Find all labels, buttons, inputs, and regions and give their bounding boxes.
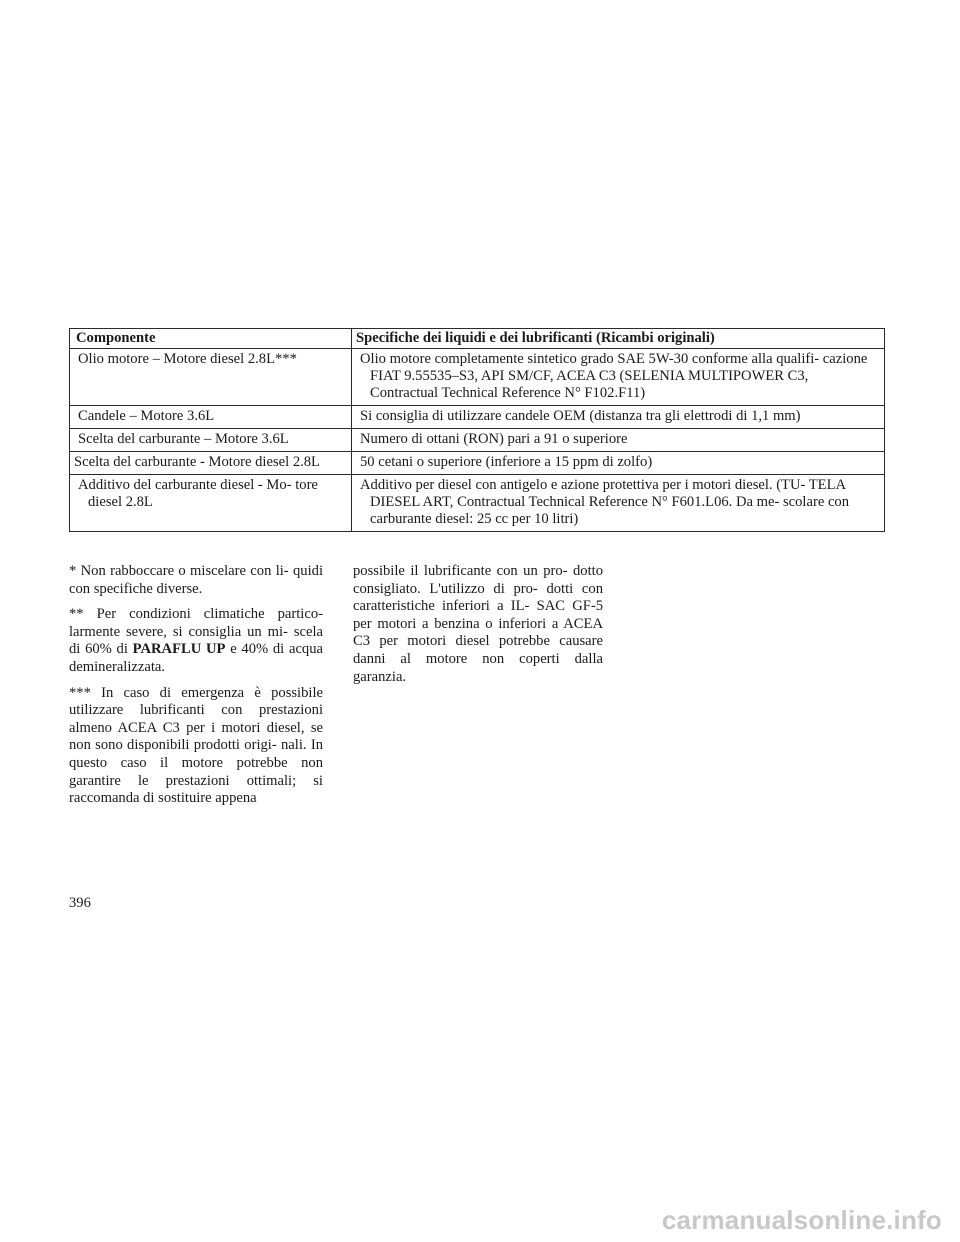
row-component: Scelta del carburante - Motore diesel 2.8L xyxy=(70,452,352,475)
row-component: Additivo del carburante diesel - Mo- tore diesel 2.8L xyxy=(70,475,352,532)
watermark-logo: carmanualsonline.info xyxy=(661,1205,942,1235)
note-double-asterisk: ** Per condizioni climatiche partico- larmente severe, si consiglia un mi- scela di 60% di PARAFLU UP e 40% di acqua demineralizzata. xyxy=(69,606,323,675)
table-row xyxy=(70,429,885,452)
header-component: Componente xyxy=(70,329,352,349)
row-component: Scelta del carburante – Motore 3.6L xyxy=(70,429,352,452)
row-component: Candele – Motore 3.6L xyxy=(70,406,352,429)
paraflu-product-name: PARAFLU UP xyxy=(132,641,226,658)
table-header-row xyxy=(70,329,885,349)
table-row xyxy=(70,406,885,429)
row-spec: Numero di ottani (RON) pari a 91 o superiore xyxy=(352,429,885,452)
note-triple-asterisk: *** In caso di emergenza è possibile utilizzare lubrificanti con prestazioni almeno ACEA C3 per i motori diesel, se non sono disponibili prodotti origi- nali. In questo caso il motore potrebbe non garantire le prestazioni ottimali; si raccomanda di sostituire appena xyxy=(69,684,323,807)
notes-right-column xyxy=(353,563,603,694)
notes-left-column xyxy=(69,563,323,816)
table-row xyxy=(70,475,885,532)
row-spec: Additivo per diesel con antigelo e azione protettiva per i motori diesel. (TU- TELA DIESEL ART, Contractual Technical Reference N° F601.L06. Da me- scolare con carburante diesel: 25 cc per 10 litri) xyxy=(352,475,885,532)
note-triple-asterisk-continued: possibile il lubrificante con un pro- dotto consigliato. L'utilizzo di pro- dotti con caratteristiche inferiori a IL- SAC GF-5 per motori a benzina o inferiori a ACEA C3 per motori diesel potrebbe causare danni al motore non coperti dalla garanzia. xyxy=(353,563,603,685)
row-spec: Si consiglia di utilizzare candele OEM (distanza tra gli elettrodi di 1,1 mm) xyxy=(352,406,885,429)
row-component: Olio motore – Motore diesel 2.8L*** xyxy=(70,349,352,406)
table-row xyxy=(70,349,885,406)
row-spec: Olio motore completamente sintetico grado SAE 5W-30 conforme alla qualifi- cazione FIAT 9.55535–S3, API SM/CF, ACEA C3 (SELENIA MULTIPOWER C3, Contractual Technical Reference N° F102.F11) xyxy=(352,349,885,406)
note-single-asterisk: * Non rabboccare o miscelare con li- quidi con specifiche diverse. xyxy=(69,563,323,597)
page-number: 396 xyxy=(69,895,91,911)
fluids-spec-table xyxy=(69,328,885,532)
table-row xyxy=(70,452,885,475)
row-spec: 50 cetani o superiore (inferiore a 15 ppm di zolfo) xyxy=(352,452,885,475)
header-specification: Specifiche dei liquidi e dei lubrificanti (Ricambi originali) xyxy=(352,329,885,349)
